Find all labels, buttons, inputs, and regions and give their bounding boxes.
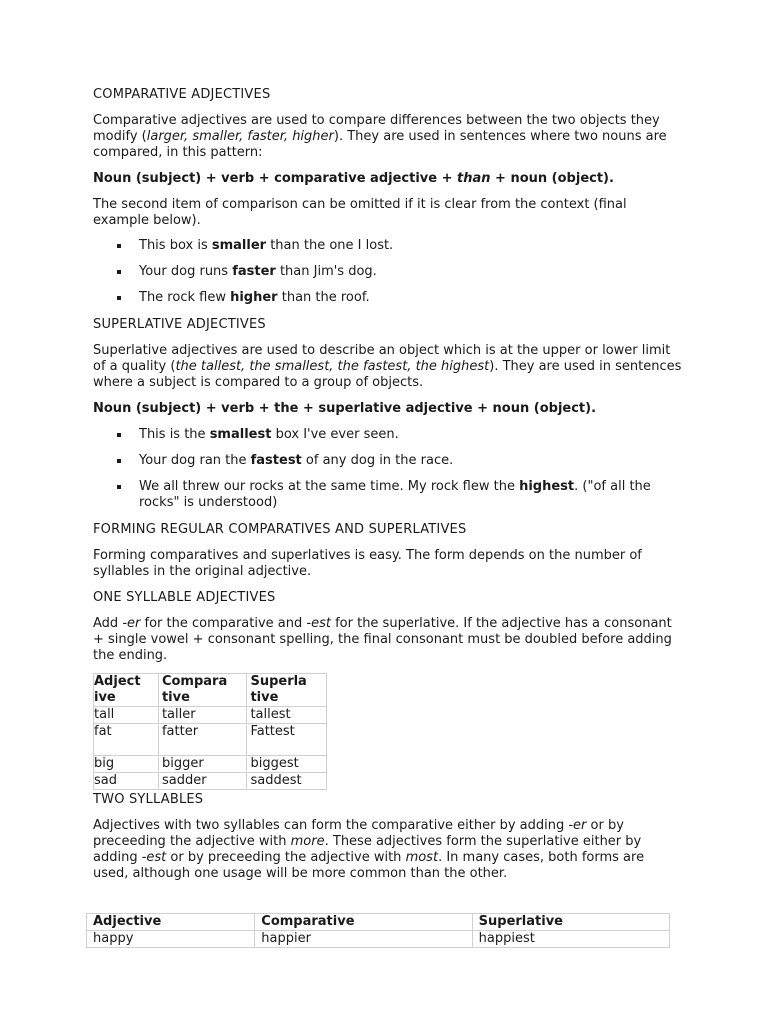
- table-cell: big: [94, 756, 159, 773]
- table-cell: happy: [87, 931, 255, 948]
- table-cell: tall: [94, 707, 159, 724]
- list-item: The rock flew higher than the roof.: [93, 290, 683, 306]
- column-header: Compara tive: [158, 674, 247, 707]
- table-cell: taller: [158, 707, 247, 724]
- column-header: Superlative: [472, 914, 669, 931]
- comparative-intro: Comparative adjectives are used to compare differences between the two objects they modify (larger, smaller, faster, higher). They are used in sentences where two nouns are compared, in this pattern:: [93, 113, 667, 160]
- table-row: [87, 931, 670, 948]
- superlative-examples: [93, 427, 683, 511]
- table-cell: saddest: [247, 773, 327, 790]
- table-cell: fat: [94, 724, 159, 756]
- superlative-intro: Superlative adjectives are used to describe an object which is at the upper or lower limit of a quality (the tallest, the smallest, the fastest, the highest). They are used in sentences where a subject is compared to a group of objects.: [93, 343, 682, 390]
- forming-heading: FORMING REGULAR COMPARATIVES AND SUPERLATIVES: [93, 522, 467, 537]
- list-item: This box is smaller than the one I lost.: [93, 238, 683, 254]
- table-cell: fatter: [158, 724, 247, 756]
- table-cell: bigger: [158, 756, 247, 773]
- superlative-formula: Noun (subject) + verb + the + superlative adjective + noun (object).: [93, 401, 597, 416]
- table-cell: tallest: [247, 707, 327, 724]
- comparative-heading: COMPARATIVE ADJECTIVES: [93, 87, 271, 102]
- table-header-row: [94, 674, 327, 707]
- table-cell: sad: [94, 773, 159, 790]
- table-row: [94, 773, 327, 790]
- document-page: [93, 86, 683, 948]
- two-syllables-heading: TWO SYLLABLES: [93, 792, 204, 807]
- column-header: Comparative: [255, 914, 472, 931]
- two-syllables-text: Adjectives with two syllables can form the comparative either by adding -er or by preceeding the adjective with more. These adjectives form the superlative either by adding -est or by preceeding the adjective with most. In many cases, both forms are used, although one usage will be more common than the other.: [93, 818, 645, 881]
- superlative-heading: SUPERLATIVE ADJECTIVES: [93, 317, 266, 332]
- comparative-formula: Noun (subject) + verb + comparative adjective + than + noun (object).: [93, 171, 614, 186]
- list-item: This is the smallest box I've ever seen.: [93, 427, 683, 443]
- two-syllables-table: [86, 913, 670, 948]
- forming-text: Forming comparatives and superlatives is easy. The form depends on the number of syllables in the original adjective.: [93, 548, 642, 579]
- list-item: Your dog ran the fastest of any dog in the race.: [93, 453, 683, 469]
- table-cell: sadder: [158, 773, 247, 790]
- column-header: Adjective: [87, 914, 255, 931]
- table-cell: happiest: [472, 931, 669, 948]
- comparative-examples: [93, 238, 683, 306]
- one-syllable-text: Add -er for the comparative and -est for the superlative. If the adjective has a consonant + single vowel + consonant spelling, the final consonant must be doubled before adding the ending.: [93, 616, 672, 663]
- column-header: Adject ive: [94, 674, 159, 707]
- table-cell: Fattest: [247, 724, 327, 756]
- comparative-note: The second item of comparison can be omitted if it is clear from the context (final example below).: [93, 197, 627, 228]
- table-row: [94, 756, 327, 773]
- table-row: [94, 724, 327, 756]
- one-syllable-table: [93, 673, 327, 790]
- list-item: We all threw our rocks at the same time. My rock flew the highest. ("of all the rocks" is understood): [93, 479, 683, 511]
- one-syllable-heading: ONE SYLLABLE ADJECTIVES: [93, 590, 276, 605]
- table-cell: happier: [255, 931, 472, 948]
- column-header: Superla tive: [247, 674, 327, 707]
- table-row: [94, 707, 327, 724]
- list-item: Your dog runs faster than Jim's dog.: [93, 264, 683, 280]
- table-header-row: [87, 914, 670, 931]
- table-cell: biggest: [247, 756, 327, 773]
